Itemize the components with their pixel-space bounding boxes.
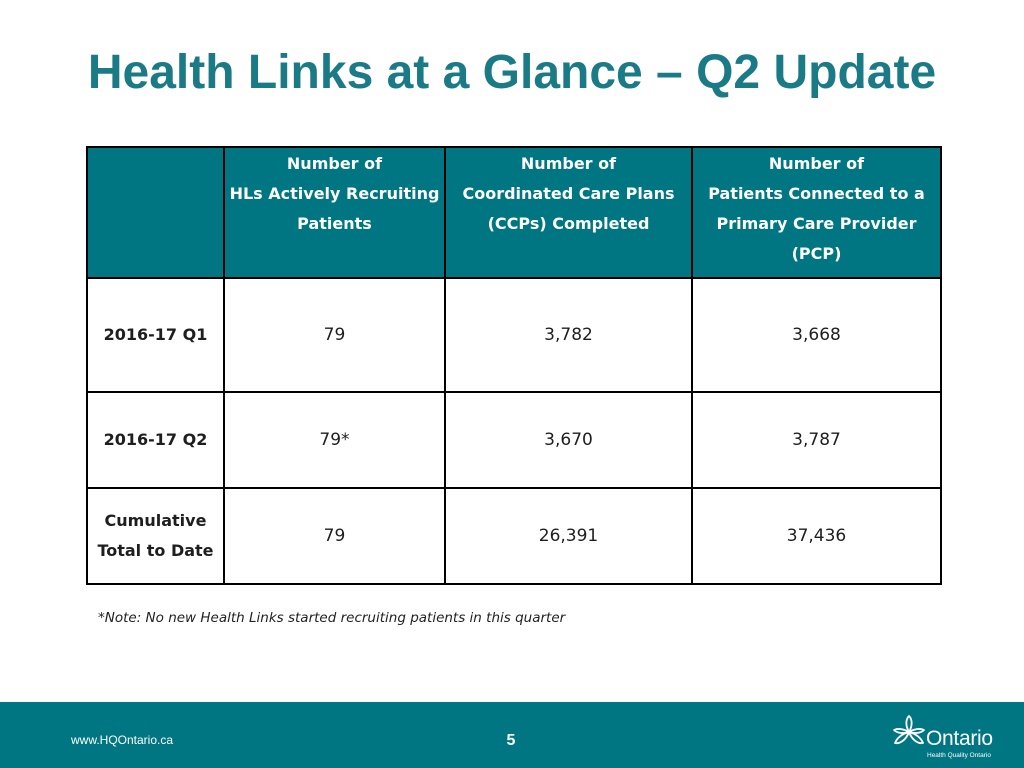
column-header-line: (CCPs) Completed bbox=[487, 214, 650, 233]
footer-bar bbox=[0, 702, 1024, 768]
health-links-table bbox=[86, 146, 942, 585]
column-header-ccps-completed bbox=[445, 147, 692, 278]
column-header-line: Number of bbox=[520, 154, 617, 173]
footer-url-link[interactable]: www.HQOntario.ca bbox=[71, 733, 174, 747]
trillium-icon bbox=[891, 714, 927, 750]
column-header-hls-recruiting bbox=[224, 147, 445, 278]
table-header-row bbox=[87, 147, 941, 278]
table-row-2016-17-q1 bbox=[87, 278, 941, 392]
table-row-2016-17-q2 bbox=[87, 392, 941, 488]
column-header-line: Number of bbox=[286, 154, 383, 173]
table-row-cumulative-total bbox=[87, 488, 941, 584]
row-label-line: 2016-17 Q1 bbox=[103, 325, 208, 344]
cell-patients-connected: 3,787 bbox=[692, 392, 941, 488]
cell-hls-recruiting: 79 bbox=[224, 278, 445, 392]
column-header-line: Number of bbox=[768, 154, 865, 173]
column-header-line: Patients Connected to a bbox=[708, 184, 925, 203]
row-label-line: Cumulative bbox=[104, 511, 207, 530]
cell-ccps-completed: 26,391 bbox=[445, 488, 692, 584]
column-header-line: Primary Care Provider bbox=[716, 214, 917, 233]
column-header-line: Patients bbox=[297, 214, 372, 233]
column-header-patients-connected-pcp bbox=[692, 147, 941, 278]
column-header-line: Coordinated Care Plans bbox=[462, 184, 675, 203]
logo-subtitle: Health Quality Ontario bbox=[927, 752, 991, 759]
cell-patients-connected: 37,436 bbox=[692, 488, 941, 584]
page-title: Health Links at a Glance – Q2 Update bbox=[87, 46, 937, 99]
column-header-line: (PCP) bbox=[791, 244, 842, 263]
row-label bbox=[87, 278, 224, 392]
logo-wordmark: Ontario bbox=[926, 727, 993, 750]
cell-ccps-completed: 3,782 bbox=[445, 278, 692, 392]
footnote: *Note: No new Health Links started recruiting patients in this quarter bbox=[98, 610, 566, 626]
row-label bbox=[87, 392, 224, 488]
cell-ccps-completed: 3,670 bbox=[445, 392, 692, 488]
cell-hls-recruiting: 79 bbox=[224, 488, 445, 584]
page-number: 5 bbox=[506, 732, 516, 749]
cell-patients-connected: 3,668 bbox=[692, 278, 941, 392]
ontario-logo bbox=[891, 712, 1003, 762]
row-label bbox=[87, 488, 224, 584]
cell-hls-recruiting: 79* bbox=[224, 392, 445, 488]
table-header-corner bbox=[87, 147, 224, 278]
column-header-line: HLs Actively Recruiting bbox=[229, 184, 440, 203]
row-label-line: 2016-17 Q2 bbox=[103, 430, 208, 449]
row-label-line: Total to Date bbox=[97, 541, 214, 560]
